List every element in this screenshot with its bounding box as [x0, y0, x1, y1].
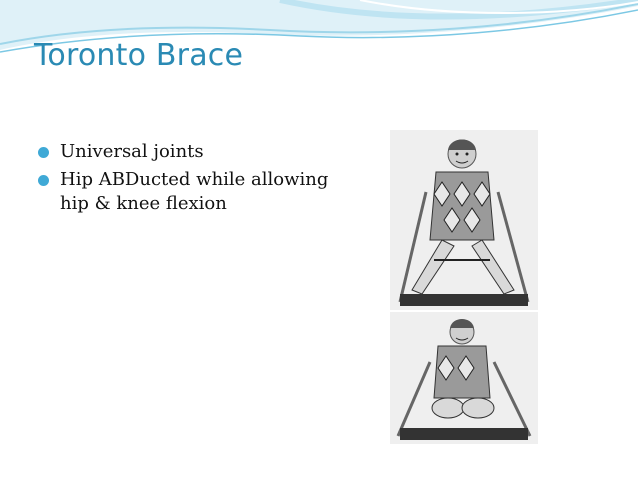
bullet-dot-icon	[38, 175, 49, 186]
bullet-item	[38, 168, 338, 216]
bullet-list	[38, 140, 338, 220]
bullet-dot-icon	[38, 147, 49, 158]
brace-photos	[390, 130, 538, 444]
child-sitting-in-toronto-brace-photo	[390, 312, 538, 444]
bullet-text: Hip ABDucted while allowing hip & knee flexion	[60, 169, 329, 214]
slide-title: Toronto Brace	[34, 38, 244, 73]
bullet-text: Universal joints	[60, 141, 204, 162]
child-standing-in-toronto-brace-photo	[390, 130, 538, 310]
bullet-item	[38, 140, 338, 164]
